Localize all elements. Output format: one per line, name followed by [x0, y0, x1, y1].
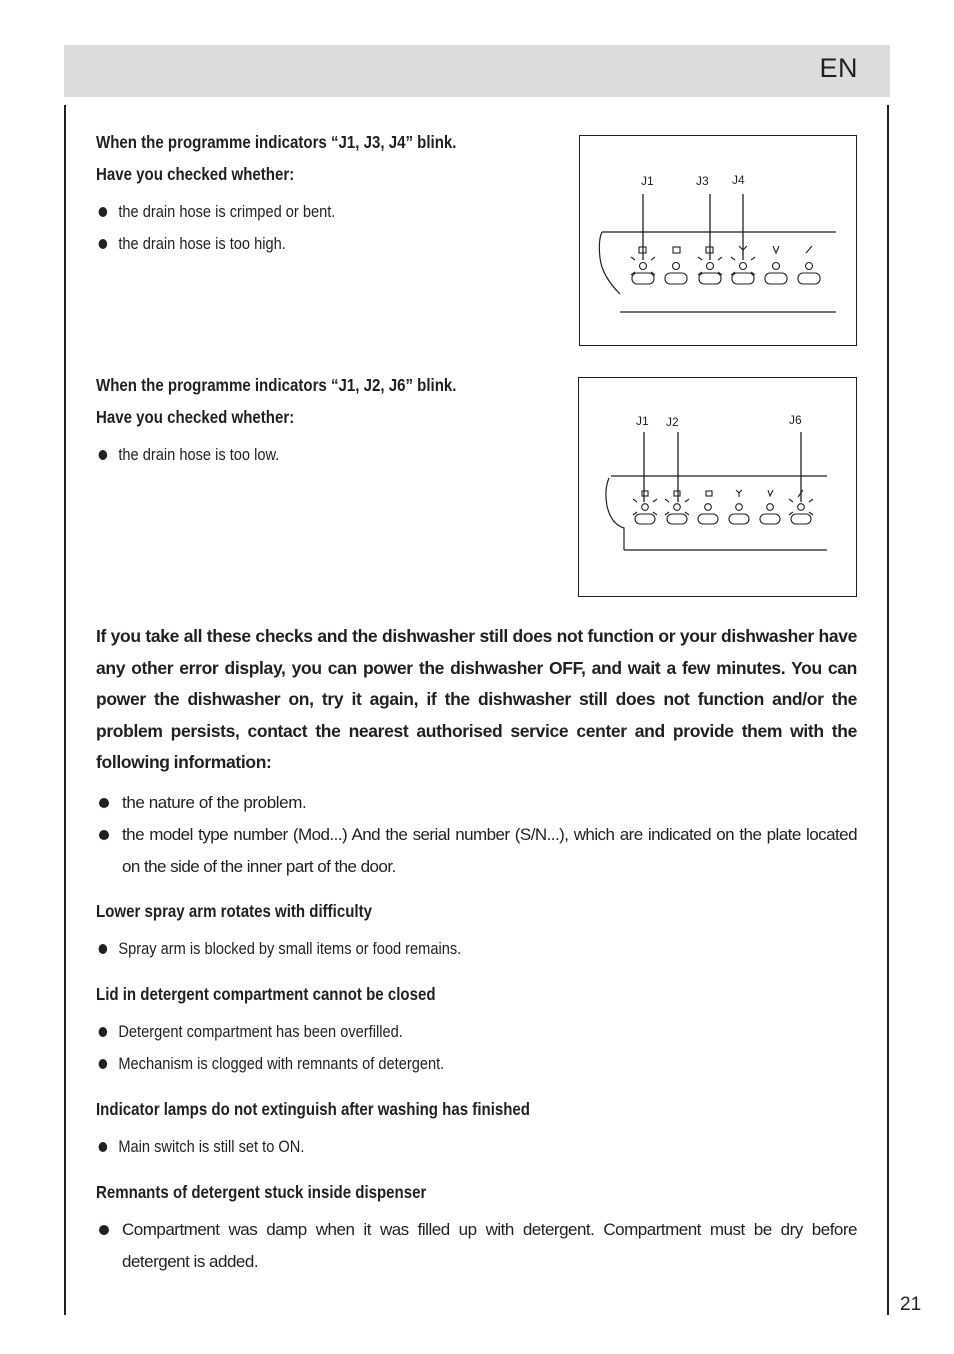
section-title: Lid in detergent compartment cannot be closed: [96, 984, 436, 1004]
figure-label-j1: J1: [636, 414, 649, 428]
info-list: [96, 787, 857, 883]
section-title: Remnants of detergent stuck inside dispenser: [96, 1182, 427, 1202]
section-j1-j2-j6: [96, 369, 566, 471]
checklist: [96, 1016, 500, 1080]
checklist: [96, 439, 500, 471]
figure-label-j2: J2: [666, 415, 679, 429]
list-item: Spray arm is blocked by small items or food remains.: [96, 933, 500, 965]
section-title: Lower spray arm rotates with difficulty: [96, 901, 372, 921]
checklist: [96, 196, 500, 260]
section-detergent-lid: [96, 978, 566, 1080]
info-list-block: [96, 787, 857, 883]
list-item: Detergent compartment has been overfilled.: [96, 1016, 500, 1048]
section-indicator-lamps: [96, 1093, 696, 1163]
figure-label-j6: J6: [789, 413, 802, 427]
figure-label-j3: J3: [696, 174, 709, 188]
checklist: [96, 933, 500, 965]
section-subtitle: Have you checked whether:: [96, 164, 295, 184]
list-item: the model type number (Mod...) And the serial number (S/N...), which are indicated on the plate located on the side of the inner part of the door.: [96, 819, 857, 883]
language-code: EN: [819, 53, 858, 83]
section-subtitle: Have you checked whether:: [96, 407, 295, 427]
list-item: Main switch is still set to ON.: [96, 1131, 612, 1163]
section-title: When the programme indicators “J1, J2, J6” blink.: [96, 375, 457, 395]
service-paragraph: If you take all these checks and the dishwasher still does not function or your dishwasher have any other error display, you can power the dishwasher OFF, and wait a few minutes. You can power the dishwasher on, try it again, if the dishwasher still does not function and/or the problem persists, contact the nearest authorised service center and provide them with the following information:: [96, 626, 857, 773]
page-number: 21: [900, 1294, 922, 1315]
section-j1-j3-j4: [96, 126, 566, 260]
figure-label-j1: J1: [641, 174, 654, 188]
control-panel-figure-2: [578, 377, 857, 597]
list-item: the drain hose is too high.: [96, 228, 500, 260]
checklist: [96, 1214, 857, 1278]
list-item: Mechanism is clogged with remnants of detergent.: [96, 1048, 500, 1080]
section-title: When the programme indicators “J1, J3, J4” blink.: [96, 132, 457, 152]
header-bar: [64, 45, 890, 97]
checklist: [96, 1131, 612, 1163]
left-margin-rule: [64, 105, 66, 1315]
section-title: Indicator lamps do not extinguish after washing has finished: [96, 1099, 531, 1119]
list-item: the nature of the problem.: [96, 787, 857, 819]
list-item: Compartment was damp when it was filled up with detergent. Compartment must be dry before detergent is added.: [96, 1214, 857, 1278]
section-spray-arm: [96, 895, 566, 965]
list-item: the drain hose is crimped or bent.: [96, 196, 500, 228]
section-detergent-remnants: [96, 1176, 857, 1278]
right-margin-rule: [887, 105, 889, 1315]
figure-label-j4: J4: [732, 173, 745, 187]
list-item: the drain hose is too low.: [96, 439, 500, 471]
control-panel-figure-1: [579, 135, 857, 346]
